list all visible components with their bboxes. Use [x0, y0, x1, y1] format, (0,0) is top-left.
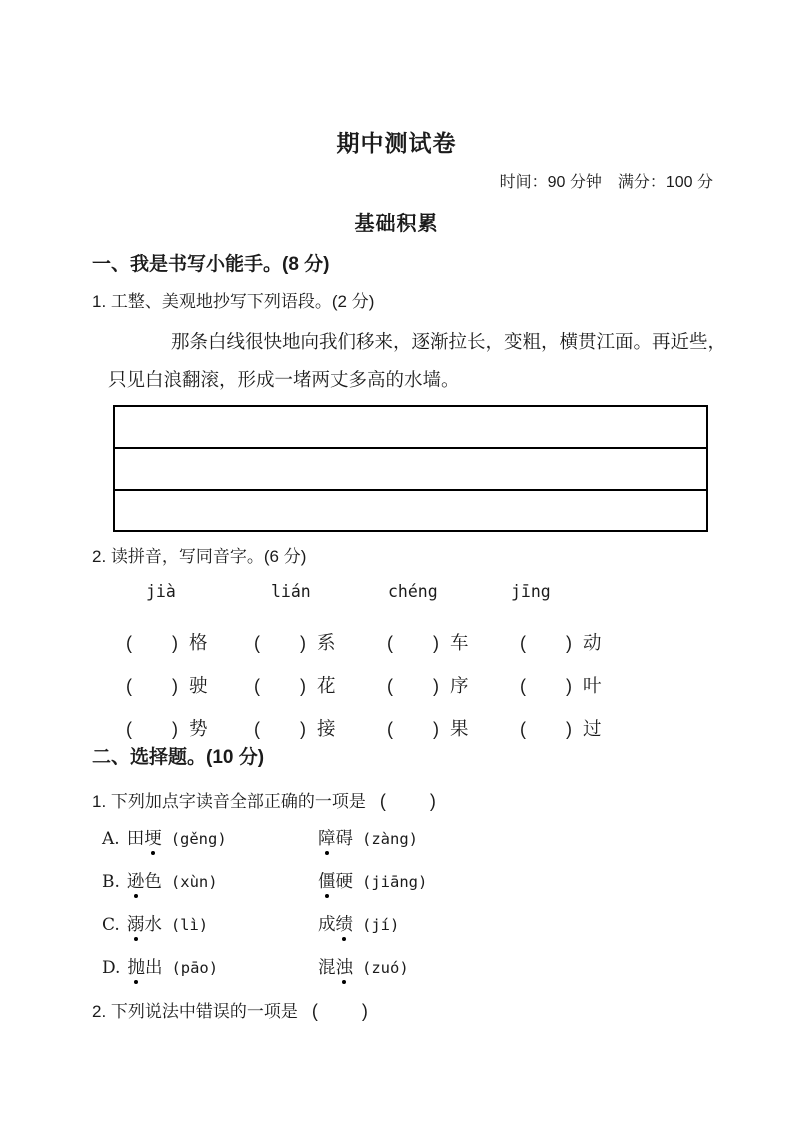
section2-q2-prompt: 2. 下列说法中错误的一项是	[92, 1002, 298, 1021]
answer-blank[interactable]	[526, 734, 566, 735]
paren-close: )	[172, 719, 178, 739]
dotted-char: 浊	[336, 954, 354, 979]
exam-time-score-info: 时间：90 分钟 满分：100 分	[499, 174, 713, 191]
pinyin-label-cheng: chéng	[388, 582, 438, 601]
option-word	[318, 957, 353, 977]
homophone-char: 接	[317, 718, 336, 739]
paren-open: (	[520, 633, 526, 653]
word-part: 水	[144, 914, 162, 934]
answer-blank[interactable]	[260, 648, 300, 649]
answer-blank[interactable]	[260, 734, 300, 735]
homophone-char: 格	[189, 632, 208, 653]
option-d	[102, 954, 722, 979]
dotted-char: 障	[318, 825, 336, 850]
homophone-char: 果	[450, 718, 469, 739]
paren-open: (	[387, 719, 393, 739]
homophone-cell	[387, 715, 469, 741]
dotted-char: 逊	[127, 868, 145, 893]
answer-blank[interactable]	[318, 1016, 362, 1017]
option-word	[127, 828, 162, 848]
answer-blank[interactable]	[132, 691, 172, 692]
paren-close: )	[300, 719, 306, 739]
writing-grid	[113, 405, 708, 532]
paren-close: )	[429, 791, 436, 811]
writing-row-3[interactable]	[115, 491, 706, 530]
word-part: 混	[318, 957, 336, 977]
paren-open: (	[379, 791, 386, 811]
option-pinyin: (jí)	[362, 916, 400, 934]
homophone-cell	[126, 715, 208, 741]
option-b	[102, 868, 722, 893]
option-word	[127, 914, 162, 934]
paren-open: (	[126, 719, 132, 739]
answer-bracket	[312, 1002, 368, 1021]
option-letter: C.	[102, 915, 120, 935]
word-part: 硬	[335, 871, 353, 891]
paren-open: (	[254, 719, 260, 739]
answer-blank[interactable]	[393, 691, 433, 692]
paren-open: (	[520, 719, 526, 739]
homophone-cell	[126, 629, 208, 655]
dotted-char: 埂	[144, 825, 162, 850]
word-part: 田	[126, 828, 145, 848]
section1-heading: 一、我是书写小能手。(8 分)	[92, 254, 330, 275]
option-word	[127, 957, 162, 977]
paren-close: )	[566, 676, 572, 696]
homophone-char: 系	[317, 632, 336, 653]
option-pinyin: (zàng)	[362, 830, 418, 848]
homophone-char: 叶	[583, 675, 602, 696]
paren-close: )	[300, 633, 306, 653]
paren-open: (	[254, 676, 260, 696]
paren-open: (	[254, 633, 260, 653]
dotted-char: 僵	[318, 868, 336, 893]
option-letter: A.	[102, 829, 120, 849]
page-title: 期中测试卷	[336, 130, 457, 156]
answer-bracket	[380, 792, 436, 811]
option-pinyin: (lì)	[170, 916, 209, 934]
pinyin-label-jia: jià	[146, 582, 176, 601]
homophone-char: 花	[317, 675, 336, 696]
paren-close: )	[566, 719, 572, 739]
homophone-char: 势	[189, 718, 208, 739]
answer-blank[interactable]	[386, 806, 430, 807]
option-col2	[318, 954, 409, 979]
section2-heading: 二、选择题。(10 分)	[92, 747, 265, 768]
homophone-cell	[126, 672, 208, 698]
writing-row-1[interactable]	[115, 407, 706, 449]
option-pinyin: (xùn)	[170, 873, 218, 891]
option-col2	[318, 911, 399, 936]
paren-close: )	[172, 633, 178, 653]
option-letter: B.	[102, 872, 120, 892]
answer-blank[interactable]	[393, 648, 433, 649]
homophone-cell	[254, 715, 336, 741]
option-col2	[318, 825, 418, 850]
word-part: 色	[144, 871, 162, 891]
passage-line-1: 那条白线很快地向我们移来，逐渐拉长，变粗，横贯江面。再近些，	[171, 331, 727, 352]
section2-q1-prompt: 1. 下列加点字读音全部正确的一项是	[92, 792, 366, 811]
paren-close: )	[566, 633, 572, 653]
option-col2	[318, 868, 427, 893]
paren-open: (	[387, 676, 393, 696]
homophone-row-3	[0, 715, 793, 743]
answer-blank[interactable]	[260, 691, 300, 692]
homophone-char: 过	[583, 718, 602, 739]
section1-q1-prompt: 1. 工整、美观地抄写下列语段。(2 分)	[92, 292, 375, 311]
option-c	[102, 911, 722, 936]
pinyin-label-jing: jīng	[511, 582, 551, 601]
paren-close: )	[433, 719, 439, 739]
option-word	[318, 828, 353, 848]
option-a	[102, 825, 722, 850]
homophone-cell	[520, 715, 602, 741]
paren-open: (	[387, 633, 393, 653]
homophone-cell	[387, 629, 469, 655]
homophone-cell	[254, 672, 336, 698]
dotted-char: 溺	[127, 911, 145, 936]
passage-line-2: 只见白浪翻滚，形成一堵两丈多高的水墙。	[108, 369, 460, 390]
option-word	[318, 871, 353, 891]
homophone-char: 车	[450, 632, 469, 653]
option-word	[318, 914, 353, 934]
dotted-char: 抛	[127, 954, 145, 979]
paren-open: (	[126, 676, 132, 696]
homophone-cell	[254, 629, 336, 655]
section1-q2-prompt: 2. 读拼音，写同音字。(6 分)	[92, 547, 307, 566]
homophone-row-1	[0, 629, 793, 657]
section2-q2-prompt-line	[92, 1001, 368, 1023]
answer-blank[interactable]	[132, 648, 172, 649]
subject-heading: 基础积累	[354, 213, 439, 235]
writing-row-2[interactable]	[115, 449, 706, 491]
paren-open: (	[520, 676, 526, 696]
section2-q1-prompt-line	[92, 791, 436, 813]
dotted-char: 绩	[336, 911, 354, 936]
paren-close: )	[433, 633, 439, 653]
paren-open: (	[126, 633, 132, 653]
answer-blank[interactable]	[526, 648, 566, 649]
option-pinyin: (pāo)	[171, 959, 219, 977]
answer-blank[interactable]	[393, 734, 433, 735]
paren-close: )	[300, 676, 306, 696]
pinyin-label-lian: lián	[271, 582, 311, 601]
homophone-char: 序	[450, 675, 469, 696]
homophone-cell	[387, 672, 469, 698]
paren-open: (	[311, 1001, 318, 1021]
answer-blank[interactable]	[132, 734, 172, 735]
homophone-char: 驶	[189, 675, 208, 696]
option-word	[127, 871, 162, 891]
homophone-row-2	[0, 672, 793, 700]
option-pinyin: (zuó)	[362, 959, 409, 977]
pinyin-row	[0, 582, 793, 606]
word-part: 成	[318, 914, 336, 934]
paren-close: )	[361, 1001, 368, 1021]
paren-close: )	[433, 676, 439, 696]
option-pinyin: (gěng)	[170, 830, 227, 848]
paren-close: )	[172, 676, 178, 696]
word-part: 出	[144, 957, 163, 977]
answer-blank[interactable]	[526, 691, 566, 692]
homophone-cell	[520, 629, 602, 655]
option-pinyin: (jiāng)	[362, 873, 428, 891]
option-letter: D.	[102, 958, 121, 978]
word-part: 碍	[335, 828, 353, 848]
homophone-cell	[520, 672, 602, 698]
homophone-char: 动	[583, 632, 602, 653]
